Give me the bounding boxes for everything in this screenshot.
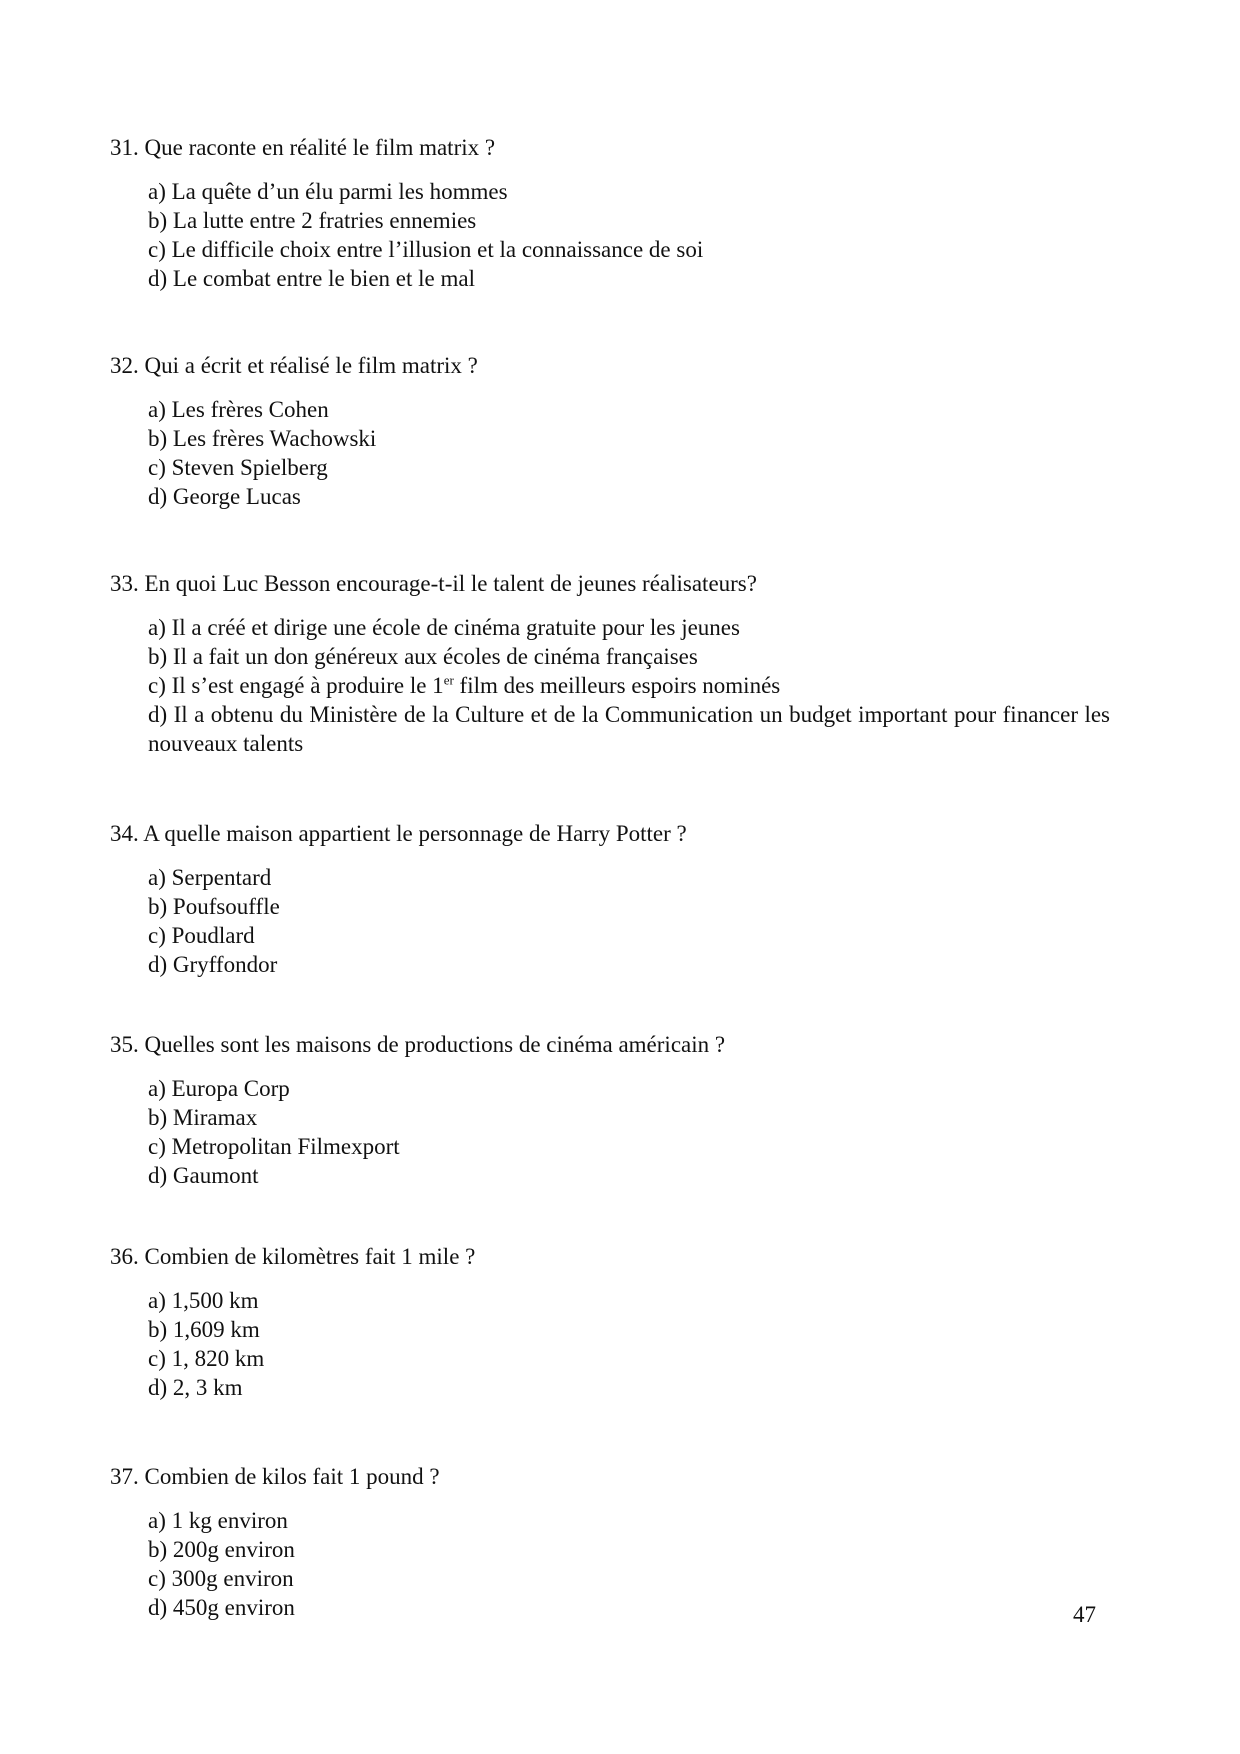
answer-option-b: b) Il a fait un don généreux aux écoles de cinéma françaises: [148, 644, 698, 669]
answer-option-c: c) Poudlard: [148, 923, 255, 948]
answer-option-c: c) Steven Spielberg: [148, 455, 328, 480]
question-33: [110, 570, 1110, 758]
question-text: 36. Combien de kilomètres fait 1 mile ?: [110, 1244, 476, 1269]
answer-option-d: d) George Lucas: [148, 484, 301, 509]
answer-option-a: a) Serpentard: [148, 865, 272, 890]
answer-options: [110, 613, 1110, 758]
answer-option-d: d) Gaumont: [148, 1163, 259, 1188]
answer-options: [110, 1286, 1110, 1402]
question-text: 31. Que raconte en réalité le film matrix ?: [110, 135, 496, 160]
question-32: [110, 352, 1110, 511]
answer-options: [110, 863, 1110, 979]
answer-option-a: a) La quête d’un élu parmi les hommes: [148, 179, 508, 204]
answer-option-b: b) Poufsouffle: [148, 894, 280, 919]
answer-option-d: d) 450g environ: [148, 1595, 295, 1620]
answer-option-a: a) Il a créé et dirige une école de cinéma gratuite pour les jeunes: [148, 615, 740, 640]
answer-option-c: c) 300g environ: [148, 1566, 294, 1591]
answer-options: [110, 1074, 1110, 1190]
answer-option-a: a) Les frères Cohen: [148, 397, 329, 422]
question-34: [110, 820, 1110, 979]
answer-option-c: c) Metropolitan Filmexport: [148, 1134, 400, 1159]
question-text: 35. Quelles sont les maisons de productions de cinéma américain ?: [110, 1032, 726, 1057]
answer-option-d: d) Le combat entre le bien et le mal: [148, 266, 475, 291]
answer-option-b: b) Miramax: [148, 1105, 258, 1130]
question-text: 34. A quelle maison appartient le personnage de Harry Potter ?: [110, 821, 687, 846]
answer-option-b: b) La lutte entre 2 fratries ennemies: [148, 208, 477, 233]
answer-option-a: a) 1,500 km: [148, 1288, 259, 1313]
answer-option-a: a) Europa Corp: [148, 1076, 290, 1101]
answer-options: [110, 1506, 1110, 1622]
question-text: 32. Qui a écrit et réalisé le film matrix ?: [110, 353, 478, 378]
question-31: [110, 134, 1110, 293]
page-number: 47: [1073, 1602, 1096, 1627]
answer-option-b: b) 1,609 km: [148, 1317, 260, 1342]
question-36: [110, 1243, 1110, 1402]
answer-option-c: c) 1, 820 km: [148, 1346, 265, 1371]
answer-option-c: c) Le difficile choix entre l’illusion et la connaissance de soi: [148, 237, 704, 262]
question-text: 33. En quoi Luc Besson encourage-t-il le talent de jeunes réalisateurs?: [110, 571, 757, 596]
answer-option-c: c) Il s’est engagé à produire le 1er film des meilleurs espoirs nominés: [148, 672, 781, 698]
answer-options: [110, 177, 1110, 293]
answer-option-a: a) 1 kg environ: [148, 1508, 288, 1533]
answer-option-d: d) Gryffondor: [148, 952, 278, 977]
answer-option-b: b) 200g environ: [148, 1537, 295, 1562]
question-35: [110, 1031, 1110, 1190]
answer-option-b: b) Les frères Wachowski: [148, 426, 377, 451]
question-text: 37. Combien de kilos fait 1 pound ?: [110, 1464, 440, 1489]
answer-option-d: d) Il a obtenu du Ministère de la Culture et de la Communication un budget important pour financer les nouveaux talents: [148, 702, 1110, 756]
question-37: [110, 1463, 1110, 1622]
ordinal-superscript: er: [443, 672, 454, 688]
answer-options: [110, 395, 1110, 511]
answer-option-d: d) 2, 3 km: [148, 1375, 243, 1400]
